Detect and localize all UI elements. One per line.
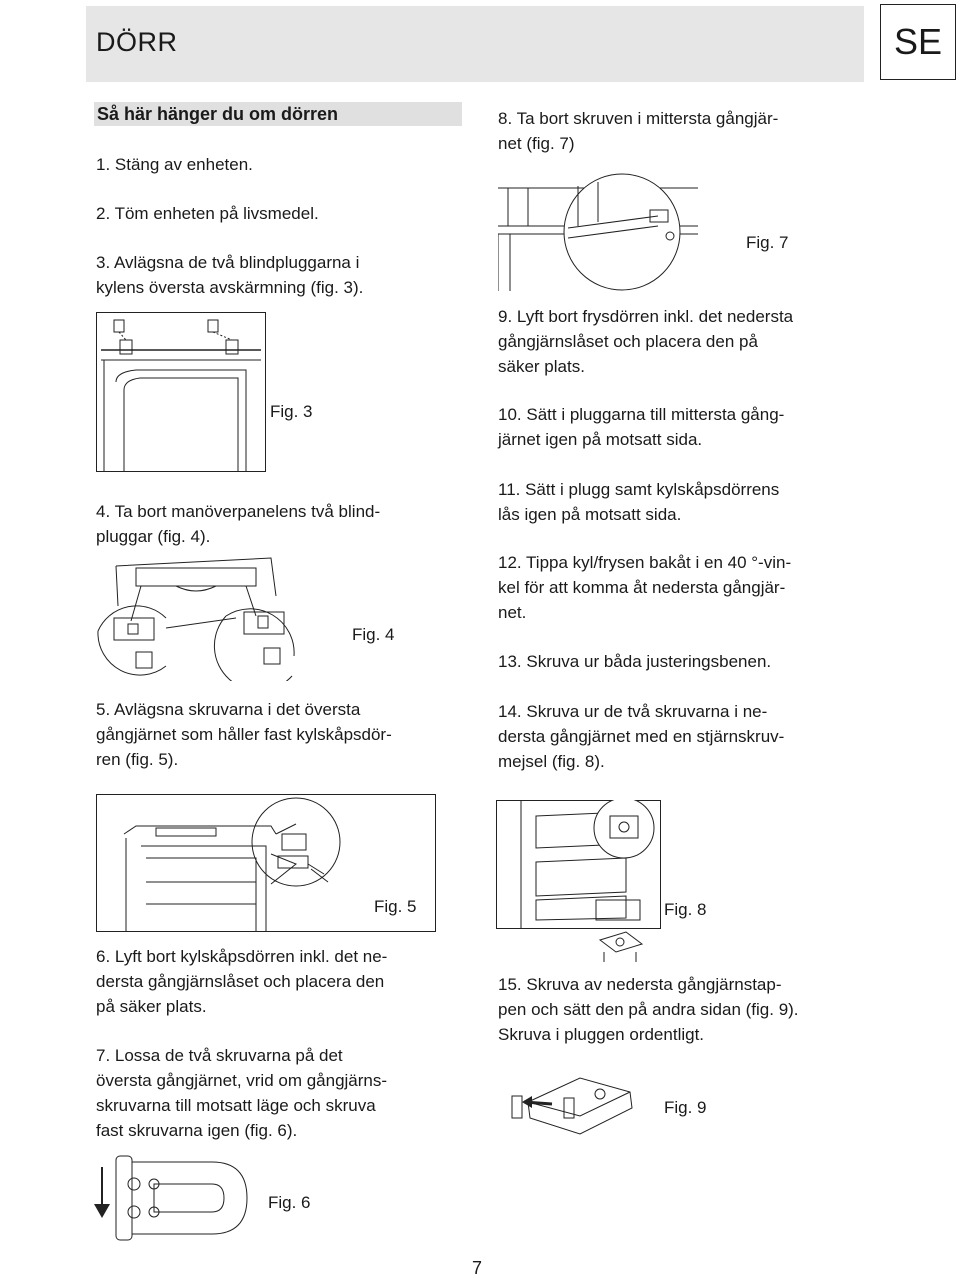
step-line: kylens översta avskärmning (fig. 3). <box>96 278 364 297</box>
step-2 <box>96 201 319 226</box>
step-13 <box>498 649 771 674</box>
step-line: 14. Skruva ur de två skruvarna i ne- <box>498 702 768 721</box>
step-9 <box>498 304 793 379</box>
step-14 <box>498 699 784 774</box>
step-line: 9. Lyft bort frysdörren inkl. det nedersta <box>498 307 794 326</box>
figure-8-illustration <box>496 800 661 965</box>
step-line: mejsel (fig. 8). <box>498 752 605 771</box>
step-7 <box>96 1043 387 1143</box>
step-line: 11. Sätt i plugg samt kylskåpsdörrens <box>498 480 780 499</box>
step-line: kel för att komma åt nedersta gångjär- <box>498 578 786 597</box>
step-15 <box>498 972 799 1047</box>
step-line: lås igen på motsatt sida. <box>498 505 682 524</box>
step-line: 6. Lyft bort kylskåpsdörren inkl. det ne- <box>96 947 388 966</box>
header-bar <box>86 6 864 82</box>
step-6 <box>96 944 387 1019</box>
step-line: gångjärnet som håller fast kylskåpsdör- <box>96 725 392 744</box>
step-line: 12. Tippa kyl/frysen bakåt i en 40 °-vin- <box>498 553 792 572</box>
step-line: 4. Ta bort manöverpanelens två blind- <box>96 502 381 521</box>
step-line: pen och sätt den på andra sidan (fig. 9). <box>498 1000 799 1019</box>
step-line: 3. Avlägsna de två blindpluggarna i <box>96 253 360 272</box>
figure-4-illustration <box>96 556 296 681</box>
step-line: pluggar (fig. 4). <box>96 527 211 546</box>
step-line: dersta gångjärnslåset och placera den <box>96 972 385 991</box>
figure-9-label: Fig. 9 <box>664 1098 707 1117</box>
step-line: 8. Ta bort skruven i mittersta gångjär- <box>498 109 779 128</box>
step-line: Skruva i pluggen ordentligt. <box>498 1025 705 1044</box>
step-line: skruvarna till motsatt läge och skruva <box>96 1096 376 1115</box>
page-title: DÖRR <box>96 27 178 57</box>
section-heading: Så här hänger du om dörren <box>94 102 462 126</box>
step-line: net. <box>498 603 527 622</box>
step-line: gångjärnslåset och placera den på <box>498 332 758 351</box>
step-line: järnet igen på motsatt sida. <box>498 430 703 449</box>
step-line: 7. Lossa de två skruvarna på det <box>96 1046 343 1065</box>
step-line: översta gångjärnet, vrid om gångjärns- <box>96 1071 388 1090</box>
figure-8-label: Fig. 8 <box>664 900 707 919</box>
step-11 <box>498 477 779 527</box>
step-4 <box>96 499 380 549</box>
figure-3-illustration <box>96 312 266 472</box>
step-8 <box>498 106 778 156</box>
step-line: 10. Sätt i pluggarna till mittersta gång- <box>498 405 785 424</box>
page-number: 7 <box>472 1258 483 1278</box>
figure-7-illustration <box>498 166 698 291</box>
figure-7-label: Fig. 7 <box>746 233 789 252</box>
step-line: 1. Stäng av enheten. <box>96 155 253 174</box>
figure-6-illustration <box>92 1152 262 1244</box>
step-line: net (fig. 7) <box>498 134 575 153</box>
figure-3-label: Fig. 3 <box>270 402 313 421</box>
figure-5-label: Fig. 5 <box>374 897 417 916</box>
step-10 <box>498 402 784 452</box>
figure-6-label: Fig. 6 <box>268 1193 311 1212</box>
figure-9-illustration <box>500 1074 640 1136</box>
step-1 <box>96 152 253 177</box>
step-line: 13. Skruva ur båda justeringsbenen. <box>498 652 772 671</box>
step-line: 15. Skruva av nedersta gångjärnstap- <box>498 975 782 994</box>
step-12 <box>498 550 791 625</box>
language-code-box: SE <box>880 4 956 80</box>
step-line: dersta gångjärnet med en stjärnskruv- <box>498 727 785 746</box>
step-5 <box>96 697 392 772</box>
step-line: fast skruvarna igen (fig. 6). <box>96 1121 298 1140</box>
step-line: ren (fig. 5). <box>96 750 179 769</box>
step-line: 2. Töm enheten på livsmedel. <box>96 204 319 223</box>
figure-4-label: Fig. 4 <box>352 625 395 644</box>
step-line: 5. Avlägsna skruvarna i det översta <box>96 700 361 719</box>
step-line: på säker plats. <box>96 997 207 1016</box>
step-3 <box>96 250 363 300</box>
step-line: säker plats. <box>498 357 585 376</box>
